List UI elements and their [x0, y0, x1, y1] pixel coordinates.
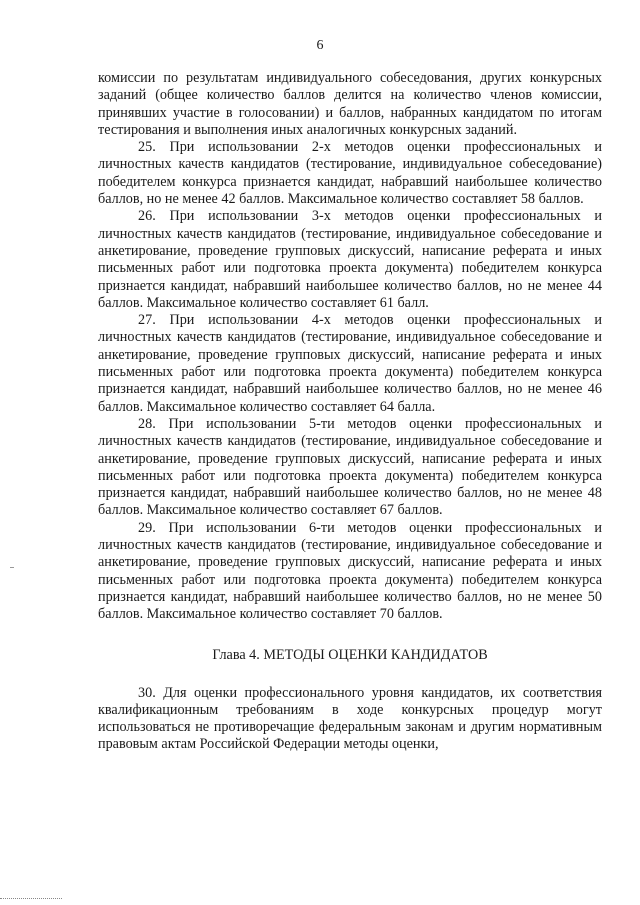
chapter-heading: Глава 4. МЕТОДЫ ОЦЕНКИ КАНДИДАТОВ: [212, 646, 488, 663]
paragraph-28: 28. При использовании 5-ти методов оценки профессиональных и личностных качеств кандидатов (тестирование, индивидуальное собеседование и анкетирование, проведение групповых дискуссий, написание реферата и иных письменных работ или подготовка проекта документа) победителем конкурса признается кандидат, набравший наибольшее количество баллов, но не менее 48 баллов. Максимальное количество составляет 67 баллов.: [98, 415, 602, 519]
paragraph-25: 25. При использовании 2-х методов оценки профессиональных и личностных качеств кандидатов (тестирование, индивидуальное собеседование) победителем конкурса признается кандидат, набравший наибольшее количество баллов, но не менее 42 баллов. Максимальное количество составляет 58 баллов.: [98, 139, 602, 208]
footer-rule: [0, 898, 62, 899]
paragraph-30: 30. Для оценки профессионального уровня кандидатов, их соответствия квалификационным требованиям в ходе конкурсных процедур могут использоваться не противоречащие федеральным законам и другим нормативным правовым актам Российской Федерации методы оценки,: [98, 684, 602, 753]
document-body: [98, 70, 602, 754]
paragraph-26: 26. При использовании 3-х методов оценки профессиональных и личностных качеств кандидатов (тестирование, индивидуальное собеседование и анкетирование, проведение групповых дискуссий, написание реферата и иных письменных работ или подготовка проекта документа) победителем конкурса признается кандидат, набравший наибольшее количество баллов, но не менее 44 баллов. Максимальное количество составляет 61 балл.: [98, 208, 602, 311]
page-number: 6: [316, 38, 324, 53]
paragraph-continuation: комиссии по результатам индивидуального собеседования, других конкурсных заданий (общее количество баллов делится на количество членов комиссии, принявших участие в голосовании) и баллов, набранных кандидатом по итогам тестирования и выполнения иных аналогичных конкурсных заданий.: [98, 70, 602, 138]
paragraph-29: 29. При использовании 6-ти методов оценки профессиональных и личностных качеств кандидатов (тестирование, индивидуальное собеседование и анкетирование, проведение групповых дискуссий, написание реферата и иных письменных работ или подготовка проекта документа) победителем конкурса признается кандидат, набравший наибольшее количество баллов, но не менее 50 баллов. Максимальное количество составляет 70 баллов.: [98, 519, 602, 623]
margin-mark: [10, 567, 14, 568]
paragraph-27: 27. При использовании 4-х методов оценки профессиональных и личностных качеств кандидатов (тестирование, индивидуальное собеседование и анкетирование, проведение групповых дискуссий, написание реферата и иных письменных работ или подготовка проекта документа) победителем конкурса признается кандидат, набравший наибольшее количество баллов, но не менее 46 баллов. Максимальное количество составляет 64 балла.: [98, 312, 602, 415]
